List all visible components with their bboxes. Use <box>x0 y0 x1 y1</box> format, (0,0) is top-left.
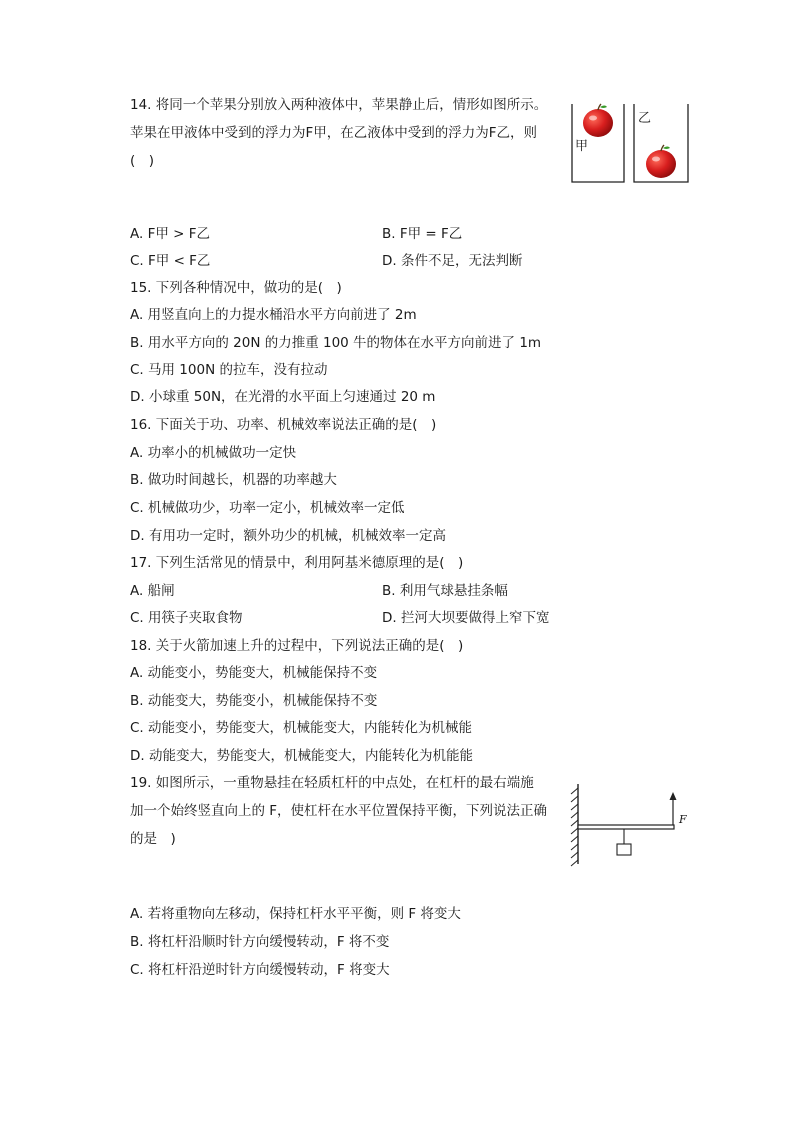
force-label: F <box>679 813 687 826</box>
q19-stem-line1: 19. 如图所示，一重物悬挂在轻质杠杆的中点处，在杠杆的最右端施 <box>130 775 534 791</box>
hanging-weight <box>617 829 631 855</box>
q18-stem: 18. 关于火箭加速上升的过程中，下列说法正确的是( ) <box>130 638 464 654</box>
wall-hatching <box>571 784 578 866</box>
q16-stem: 16. 下面关于功、功率、机械效率说法正确的是( ) <box>130 417 437 433</box>
q16-option-c: C. 机械做功少，功率一定小，机械效率一定低 <box>130 500 405 516</box>
q18-option-c: C. 动能变小，势能变大，机械能变大，内能转化为机械能 <box>130 720 473 736</box>
q17-option-b: B. 利用气球悬挂条幅 <box>382 583 508 599</box>
q14-stem-line2: 苹果在甲液体中受到的浮力为F甲，在乙液体中受到的浮力为F乙，则 <box>130 125 538 141</box>
q14-stem-line1: 14. 将同一个苹果分别放入两种液体中，苹果静止后，情形如图所示。 <box>130 97 548 113</box>
q15-stem: 15. 下列各种情况中，做功的是( ) <box>130 280 342 296</box>
q17-option-c: C. 用筷子夹取食物 <box>130 610 243 626</box>
q18-option-a: A. 动能变小，势能变大，机械能保持不变 <box>130 665 378 681</box>
q15-option-c: C. 马用 100N 的拉车，没有拉动 <box>130 362 328 378</box>
q15-option-b: B. 用水平方向的 20N 的力推重 100 牛的物体在水平方向前进了 1m <box>130 335 542 351</box>
q15-option-a: A. 用竖直向上的力提水桶沿水平方向前进了 2m <box>130 307 417 323</box>
q18-option-d: D. 动能变大，势能变大，机械能变大，内能转化为机能能 <box>130 748 473 764</box>
q14-option-d: D. 条件不足，无法判断 <box>382 253 523 269</box>
q17-stem: 17. 下列生活常见的情景中，利用阿基米德原理的是( ) <box>130 555 464 571</box>
q19-stem-line2: 加一个始终竖直向上的 F，使杠杆在水平位置保持平衡，下列说法正确 <box>130 803 548 819</box>
lever-bar <box>578 825 674 829</box>
q15-option-d: D. 小球重 50N，在光滑的水平面上匀速通过 20 m <box>130 389 436 405</box>
q19-option-b: B. 将杠杆沿顺时针方向缓慢转动，F 将不变 <box>130 934 390 950</box>
q16-option-a: A. 功率小的机械做功一定快 <box>130 445 297 461</box>
q19-option-c: C. 将杠杆沿逆时针方向缓慢转动，F 将变大 <box>130 962 390 978</box>
force-arrow-icon <box>670 792 677 825</box>
q19-option-a: A. 若将重物向左移动，保持杠杆水平平衡，则 F 将变大 <box>130 906 461 922</box>
q14-option-b: B. F甲 = F乙 <box>382 226 463 242</box>
q19-stem-line3: 的是 ) <box>130 831 176 847</box>
q16-option-b: B. 做功时间越长，机器的功率越大 <box>130 472 337 488</box>
q16-option-d: D. 有用功一定时，额外功少的机械，机械效率一定高 <box>130 528 446 544</box>
beaker-yi-label: 乙 <box>638 111 652 126</box>
q14-option-a: A. F甲 > F乙 <box>130 226 211 242</box>
beaker-jia-label: 甲 <box>575 139 589 154</box>
q17-option-a: A. 船闸 <box>130 583 175 599</box>
apple-jia-icon <box>583 104 613 137</box>
q14-stem-line3: ( ) <box>130 153 155 169</box>
q14-option-c: C. F甲 < F乙 <box>130 253 211 269</box>
apple-yi-icon <box>646 145 676 178</box>
q14-apple-beakers-figure <box>568 100 693 186</box>
q18-option-b: B. 动能变大，势能变小，机械能保持不变 <box>130 693 378 709</box>
q19-lever-figure <box>566 780 696 868</box>
q17-option-d: D. 拦河大坝要做得上窄下宽 <box>382 610 550 626</box>
